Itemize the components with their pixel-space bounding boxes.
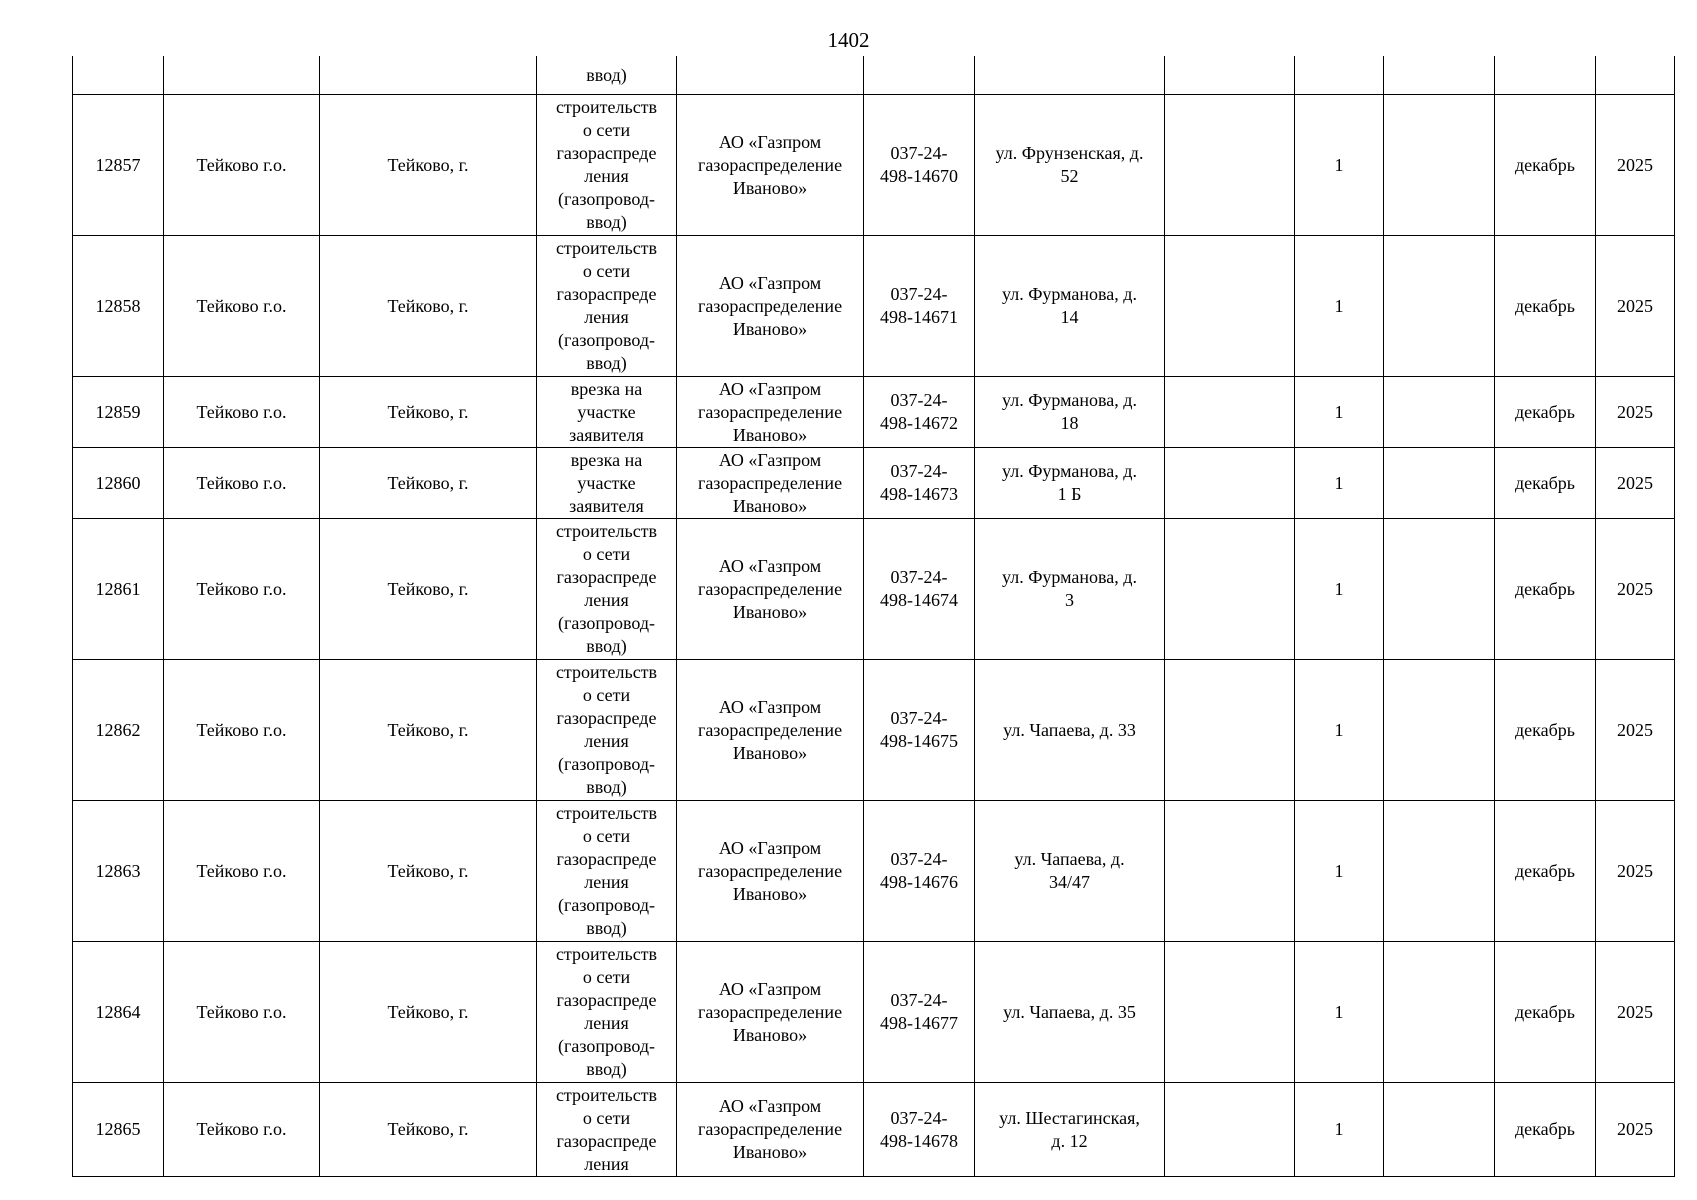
cell-month-text: декабрь [1515,401,1575,422]
cell-organization [677,801,864,942]
cell-settlement-text: Тейково, г. [387,1001,469,1022]
cell-qty [1295,448,1384,519]
cell-qty-text: 1 [1334,578,1344,599]
cell-settlement-text: Тейково, г. [387,578,469,599]
cell-organization-text: АО «Газпром газораспределение Иваново» [697,272,843,339]
cell-col10 [1384,448,1495,519]
cell-num [73,236,164,377]
table-row [73,236,1675,377]
cell-num-text: 12861 [95,578,141,599]
cell-organization-text: АО «Газпром газораспределение Иваново» [697,696,843,763]
cell-address [975,1083,1165,1177]
cell-organization-text: АО «Газпром газораспределение Иваново» [697,555,843,622]
table-row [73,519,1675,660]
cell-col8 [1165,801,1295,942]
cell-num [73,942,164,1083]
cell-organization [677,95,864,236]
cell-organization [677,448,864,519]
cell-year-text: 2025 [1617,1119,1653,1139]
cell-address [975,942,1165,1083]
cell-year [1596,236,1675,377]
cell-col8 [1165,519,1295,660]
cell-year [1596,801,1675,942]
cell-district-text: Тейково г.о. [196,1119,287,1139]
cell-address [975,801,1165,942]
cell-request-number [864,660,975,801]
cell-col10 [1384,1083,1495,1177]
cell-num-text: 12859 [95,401,141,422]
cell-work-type-text: строительств о сети газораспреде ления (газопровод- ввод) [555,238,658,373]
cell-work-type [537,519,677,660]
cell-num [73,1083,164,1177]
cell-request-number-text: 037-24- 498-14676 [880,849,958,892]
cell-organization [677,942,864,1083]
cell-year-text: 2025 [1617,295,1653,316]
cell-qty [1295,236,1384,377]
cell-request-number-text: 037-24- 498-14678 [880,1107,958,1151]
cell-num-text: 12860 [95,472,141,493]
cell-col8 [1165,236,1295,377]
cell-settlement [320,519,537,660]
cell-col8 [1165,942,1295,1083]
cell-col10 [1384,236,1495,377]
cell-year [1596,1083,1675,1177]
cell-address-text: ул. Фурманова, д. 1 Б [1002,461,1137,504]
cell-organization [677,519,864,660]
cell-month-text: декабрь [1515,1119,1575,1139]
cell-num-text: 12864 [95,1001,141,1022]
table-row [73,448,1675,519]
cell-request-number-text: 037-24- 498-14672 [880,390,958,433]
cell-organization-text: АО «Газпром газораспределение Иваново» [697,131,843,198]
cell-organization-text: АО «Газпром газораспределение Иваново» [697,1096,843,1162]
cell-col8 [1165,56,1295,95]
cell-district [164,95,320,236]
cell-settlement-text: Тейково, г. [387,401,469,422]
cell-work-type: ввод) [537,56,677,95]
cell-work-type [537,942,677,1083]
cell-request-number [864,95,975,236]
cell-year-text: 2025 [1617,154,1653,175]
cell-month [1495,95,1596,236]
cell-organization [677,660,864,801]
cell-district-text: Тейково г.о. [196,154,287,175]
cell-year [1596,448,1675,519]
cell-settlement-text: Тейково, г. [387,1119,469,1139]
cell-address-text: ул. Фрунзенская, д. 52 [995,143,1144,186]
cell-qty-text: 1 [1334,1119,1344,1139]
cell-month [1495,56,1596,95]
cell-year-text: 2025 [1617,401,1653,422]
cell-address [975,377,1165,448]
cell-district-text: Тейково г.о. [196,860,287,881]
cell-col10 [1384,660,1495,801]
cell-num-text: 12863 [95,860,141,881]
cell-year [1596,660,1675,801]
cell-work-type [537,1083,677,1177]
cell-settlement-text: Тейково, г. [387,154,469,175]
cell-work-type-text: врезка на участке заявителя [569,449,644,516]
cell-col10 [1384,942,1495,1083]
cell-month [1495,801,1596,942]
cell-settlement-text: Тейково, г. [387,295,469,316]
cell-num [73,519,164,660]
cell-year [1596,377,1675,448]
cell-address-text: ул. Чапаева, д. 34/47 [1014,849,1125,892]
cell-month [1495,519,1596,660]
cell-settlement-text: Тейково, г. [387,719,469,740]
cell-district-text: Тейково г.о. [196,295,287,316]
cell-settlement [320,95,537,236]
cell-num [73,56,164,95]
cell-col8 [1165,377,1295,448]
table-row-continued [73,56,1675,95]
cell-num-text: 12857 [95,154,141,175]
cell-district-text: Тейково г.о. [196,472,287,493]
cell-month [1495,1083,1596,1177]
cell-qty-text: 1 [1334,472,1344,493]
cell-request-number [864,519,975,660]
cell-request-number-text: 037-24- 498-14677 [880,990,958,1033]
cell-qty-text: 1 [1334,154,1344,175]
cell-qty-text: 1 [1334,719,1344,740]
cell-organization [677,1083,864,1177]
cell-qty [1295,56,1384,95]
cell-request-number-text: 037-24- 498-14675 [880,708,958,751]
cell-settlement-text: Тейково, г. [387,472,469,493]
table-row [73,377,1675,448]
cell-year-text: 2025 [1617,719,1653,740]
table-row [73,95,1675,236]
cell-qty [1295,942,1384,1083]
cell-work-type-text: строительств о сети газораспреде ления (газопровод- ввод) [555,803,658,938]
cell-district [164,236,320,377]
cell-organization [677,56,864,95]
cell-month [1495,448,1596,519]
cell-district [164,519,320,660]
cell-request-number [864,56,975,95]
cell-settlement [320,448,537,519]
cell-qty [1295,95,1384,236]
cell-address [975,56,1165,95]
cell-address-text: ул. Фурманова, д. 18 [1002,390,1137,433]
cell-qty [1295,660,1384,801]
table-row [73,801,1675,942]
cell-month [1495,236,1596,377]
cell-num [73,801,164,942]
cell-year-text: 2025 [1617,1001,1653,1022]
cell-month-text: декабрь [1515,295,1575,316]
cell-work-type [537,448,677,519]
cell-settlement-text: Тейково, г. [387,860,469,881]
cell-address [975,519,1165,660]
cell-request-number [864,236,975,377]
cell-year-text: 2025 [1617,472,1653,493]
cell-address [975,448,1165,519]
cell-work-type-text: строительств о сети газораспреде ления (газопровод- ввод) [555,662,658,797]
cell-col8 [1165,448,1295,519]
cell-settlement [320,236,537,377]
cell-month-text: декабрь [1515,1001,1575,1022]
cell-qty [1295,377,1384,448]
cell-request-number [864,942,975,1083]
cell-request-number [864,801,975,942]
cell-work-type [537,377,677,448]
cell-district-text: Тейково г.о. [196,719,287,740]
cell-num [73,660,164,801]
cell-col10 [1384,377,1495,448]
cell-col10 [1384,801,1495,942]
table-row [73,942,1675,1083]
cell-district [164,377,320,448]
cell-district-text: Тейково г.о. [196,401,287,422]
cell-request-number [864,377,975,448]
cell-request-number-text: 037-24- 498-14674 [880,567,958,610]
cell-num [73,448,164,519]
cell-col10 [1384,519,1495,660]
cell-num [73,95,164,236]
cell-district-text: Тейково г.о. [196,1001,287,1022]
cell-organization-text: АО «Газпром газораспределение Иваново» [697,837,843,904]
cell-address-text: ул. Чапаева, д. 35 [1003,1001,1136,1022]
cell-address [975,236,1165,377]
cell-qty-text: 1 [1334,295,1344,316]
cell-col8 [1165,1083,1295,1177]
cell-organization [677,377,864,448]
cell-work-type [537,660,677,801]
cell-month-text: декабрь [1515,472,1575,493]
cell-qty-text: 1 [1334,860,1344,881]
cell-request-number [864,1083,975,1177]
cell-col10 [1384,95,1495,236]
cell-work-type [537,95,677,236]
cell-address [975,660,1165,801]
cell-col8 [1165,660,1295,801]
cell-qty [1295,1083,1384,1177]
cell-month [1495,942,1596,1083]
cell-month [1495,660,1596,801]
cell-year [1596,56,1675,95]
cell-address-text: ул. Фурманова, д. 14 [1002,284,1137,327]
cell-request-number [864,448,975,519]
cell-qty-text: 1 [1334,1001,1344,1022]
cell-num-text: 12862 [95,719,141,740]
cell-qty [1295,801,1384,942]
cell-month-text: декабрь [1515,578,1575,599]
cell-request-number-text: 037-24- 498-14670 [880,143,958,186]
cell-qty [1295,519,1384,660]
cell-year [1596,95,1675,236]
data-table [72,56,1675,1177]
cell-district [164,56,320,95]
cell-work-type-text: строительств о сети газораспреде ления [555,1084,658,1174]
cell-district [164,1083,320,1177]
cell-request-number-text: 037-24- 498-14673 [880,461,958,504]
cell-organization-text: АО «Газпром газораспределение Иваново» [697,378,843,445]
cell-work-type-text: строительств о сети газораспреде ления (газопровод- ввод) [555,521,658,656]
cell-settlement [320,660,537,801]
cell-work-type-text: строительств о сети газораспреде ления (газопровод- ввод) [555,97,658,232]
cell-year-text: 2025 [1617,578,1653,599]
cell-num-text: 12865 [95,1119,141,1139]
cell-col8 [1165,95,1295,236]
cell-address-text: ул. Шестагинская, д. 12 [999,1107,1140,1151]
cell-request-number-text: 037-24- 498-14671 [880,284,958,327]
cell-district [164,448,320,519]
cell-address [975,95,1165,236]
cell-month [1495,377,1596,448]
cell-qty-text: 1 [1334,401,1344,422]
cell-year [1596,942,1675,1083]
cell-address-text: ул. Фурманова, д. 3 [1002,567,1137,610]
cell-district [164,801,320,942]
cell-num [73,377,164,448]
cell-year [1596,519,1675,660]
cell-month-text: декабрь [1515,154,1575,175]
cell-num-text: 12858 [95,295,141,316]
cell-month-text: декабрь [1515,719,1575,740]
cell-settlement [320,801,537,942]
cell-month-text: декабрь [1515,860,1575,881]
cell-settlement [320,56,537,95]
cell-organization [677,236,864,377]
cell-work-type [537,801,677,942]
page-number: 1402 [827,28,870,52]
table-row [73,660,1675,801]
cell-year-text: 2025 [1617,860,1653,881]
cell-district [164,942,320,1083]
cell-col10 [1384,56,1495,95]
cell-work-type-text: врезка на участке заявителя [569,378,644,445]
table-row [73,1083,1675,1177]
cell-settlement [320,942,537,1083]
cell-work-type [537,236,677,377]
cell-address-text: ул. Чапаева, д. 33 [1003,719,1136,740]
cell-settlement [320,1083,537,1177]
cell-organization-text: АО «Газпром газораспределение Иваново» [697,978,843,1045]
cell-organization-text: АО «Газпром газораспределение Иваново» [697,449,843,516]
cell-settlement [320,377,537,448]
cell-work-type-text: строительств о сети газораспреде ления (газопровод- ввод) [555,944,658,1079]
cell-district-text: Тейково г.о. [196,578,287,599]
cell-district [164,660,320,801]
